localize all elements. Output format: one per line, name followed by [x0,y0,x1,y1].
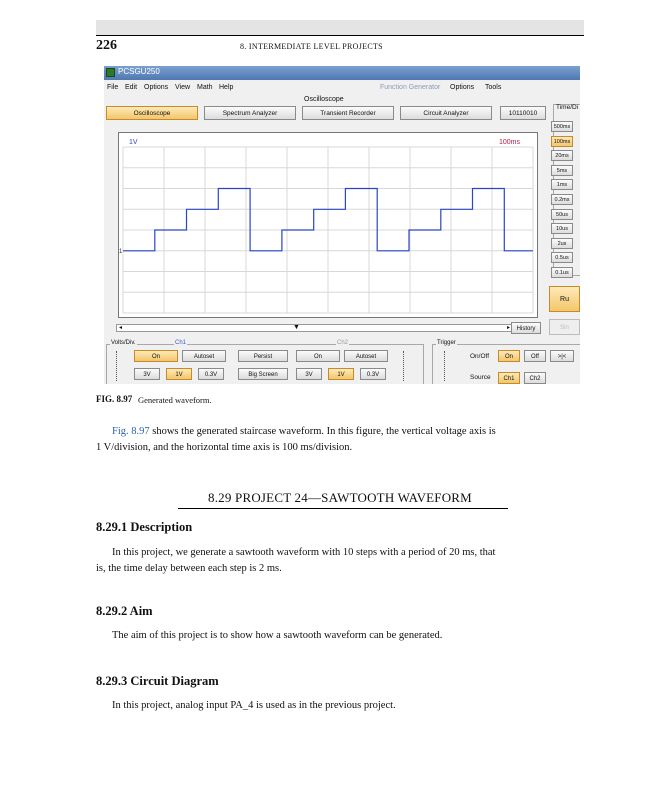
menu-file[interactable]: File [107,84,119,91]
trigger-source-ch1[interactable]: Ch1 [498,372,520,384]
header-band [96,20,584,35]
ch2-0-3v-button[interactable]: 0.3V [360,368,386,380]
time-div-button[interactable]: 0.1us [551,267,573,278]
trigger-off-button[interactable]: Off [524,350,546,362]
ch2-group-label: Ch2 [337,340,349,346]
ch1-1v-button[interactable]: 1V [166,368,192,380]
subheading-description: 8.29.1 Description [96,520,193,534]
history-button[interactable]: History [511,322,541,334]
page-number: 226 [96,38,117,53]
trigger-level-ticks [444,351,449,381]
figure-reference-link[interactable]: Fig. 8.97 [112,426,150,437]
trigger-title: Trigger [437,340,456,346]
ch1-on-button[interactable]: On [134,350,178,362]
ch2-autoset-button[interactable]: Autoset [344,350,388,362]
figure-caption: Generated waveform. [138,395,212,405]
ch1-group-label: Ch1 [175,340,187,346]
time-div-button[interactable]: 2us [551,238,573,249]
paragraph-1-line-1: Fig. 8.97 shows the generated staircase waveform. In this figure, the vertical voltage axis is [112,426,496,437]
time-scrollbar[interactable] [116,324,516,332]
big-screen-button[interactable]: Big Screen [238,368,288,380]
time-div-button[interactable]: 0.5us [551,252,573,263]
ch1-level-ticks [116,351,121,381]
scroll-left-arrow-icon[interactable]: ◂ [119,325,123,331]
ch2-3v-button[interactable]: 3V [296,368,322,380]
single-button[interactable]: Sin [549,319,580,335]
paragraph-3: The aim of this project is to show how a sawtooth waveform can be generated. [112,630,443,641]
menu-math[interactable]: Math [197,84,213,91]
trigger-source-ch2[interactable]: Ch2 [524,372,546,384]
scope-display [118,132,538,318]
ch2-level-ticks [403,351,408,381]
header-rule [96,35,584,36]
figure-label: FIG. 8.97 [96,394,133,404]
trigger-onoff-label: On/Off [470,353,490,360]
time-div-button[interactable]: 50us [551,209,573,220]
menu-tools[interactable]: Tools [485,84,502,91]
tab-digital-pattern[interactable]: 10110010 [500,106,546,120]
menubar [104,82,580,94]
time-div-button[interactable]: 10us [551,223,573,234]
section-heading-rule [178,508,508,509]
trigger-on-button[interactable]: On [498,350,520,362]
tab-spectrum-analyzer[interactable]: Spectrum Analyzer [204,106,296,120]
time-div-button[interactable]: 500ms [551,121,573,132]
ch2-on-button[interactable]: On [296,350,340,362]
section-heading: 8.29 PROJECT 24—SAWTOOTH WAVEFORM [208,490,472,505]
menu-help[interactable]: Help [219,84,234,91]
tab-circuit-analyzer[interactable]: Circuit Analyzer [400,106,492,120]
subheading-aim: 8.29.2 Aim [96,604,153,618]
app-title: PCSGU250 [118,67,160,76]
run-button[interactable]: Ru [549,286,580,312]
time-div-button[interactable]: 20ms [551,150,573,161]
menu-function-generator[interactable]: Function Generator [380,84,441,91]
ch1-3v-button[interactable]: 3V [134,368,160,380]
time-div-button[interactable]: 5ms [551,165,573,176]
tab-oscilloscope[interactable]: Oscilloscope [106,106,198,120]
time-div-button[interactable]: 100ms [551,136,573,147]
trigger-source-label: Source [470,374,491,381]
oscilloscope-screenshot [104,66,580,384]
menu-edit[interactable]: Edit [125,84,138,91]
ground-marker: 1 [119,248,123,255]
scope-plot [119,133,537,317]
time-per-div-label: 100ms [499,139,521,146]
paragraph-2-line-2: is, the time delay between each step is 2 ms. [96,563,282,574]
paragraph-1-line-2: 1 V/division, and the horizontal time axis is 100 ms/division. [96,442,353,453]
ch2-1v-button[interactable]: 1V [328,368,354,380]
ch1-0-3v-button[interactable]: 0.3V [198,368,224,380]
volts-div-title: Volts/Div. [111,340,136,346]
tab-transient-recorder[interactable]: Transient Recorder [302,106,394,120]
trigger-center-button[interactable]: >|< [550,350,574,362]
time-div-button[interactable]: 1ms [551,179,573,190]
persist-button[interactable]: Persist [238,350,288,362]
mode-label: Oscilloscope [304,96,344,103]
scroll-thumb[interactable]: ▼ [293,324,300,331]
scroll-right-arrow-icon[interactable]: ▸ [507,325,511,331]
volts-per-div-label: 1V [129,139,138,146]
menu-view[interactable]: View [175,84,191,91]
menu-options-right[interactable]: Options [450,84,475,91]
time-div-button[interactable]: 0.2ms [551,194,573,205]
paragraph-2-line-1: In this project, we generate a sawtooth waveform with 10 steps with a period of 20 ms, that [112,547,496,558]
subheading-circuit-diagram: 8.29.3 Circuit Diagram [96,674,219,688]
running-head: 8. INTERMEDIATE LEVEL PROJECTS [240,42,383,51]
time-div-title: Time/Di [556,104,579,111]
ch1-autoset-button[interactable]: Autoset [182,350,226,362]
window-titlebar [104,66,580,80]
app-icon [106,68,115,77]
paragraph-4: In this project, analog input PA_4 is used as in the previous project. [112,700,396,711]
menu-options[interactable]: Options [144,84,169,91]
